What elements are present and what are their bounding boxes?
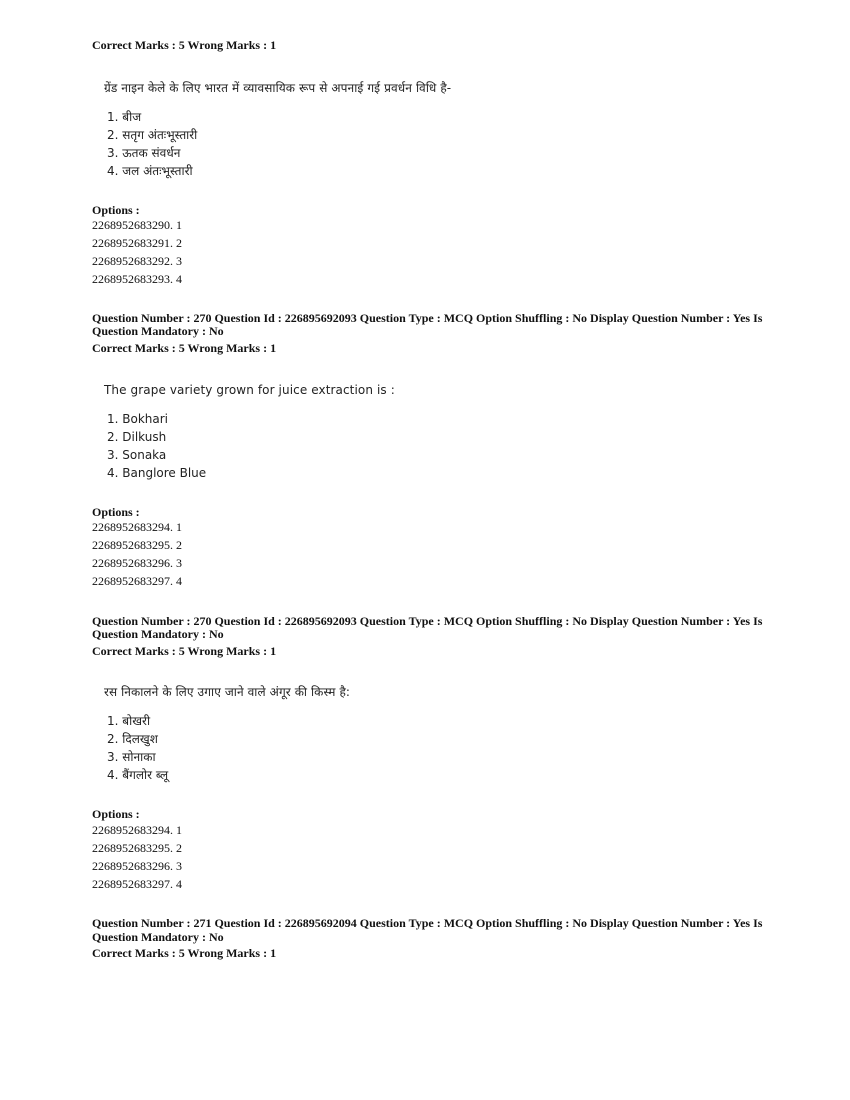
options-label: Options :	[92, 203, 140, 217]
option-item: 2268952683290. 1	[92, 218, 182, 232]
options-list	[92, 518, 182, 590]
choice-item: 4. बैंगलोर ब्लू	[107, 768, 169, 782]
choice-list	[107, 410, 206, 482]
question-mandatory: Question Mandatory : No	[92, 627, 224, 641]
marks-line: Correct Marks : 5 Wrong Marks : 1	[92, 644, 277, 658]
question-mandatory: Question Mandatory : No	[92, 930, 224, 944]
option-item: 2268952683296. 3	[92, 556, 182, 570]
question-header: Question Number : 270 Question Id : 226895692093 Question Type : MCQ Option Shuffling : No Display Question Number : Yes Is	[92, 614, 763, 628]
marks-line: Correct Marks : 5 Wrong Marks : 1	[92, 341, 277, 355]
choice-item: 2. Dilkush	[107, 430, 167, 444]
choice-item: 2. दिलखुश	[107, 732, 158, 746]
question-mandatory: Question Mandatory : No	[92, 324, 224, 338]
option-item: 2268952683292. 3	[92, 254, 182, 268]
question-text: रस निकालने के लिए उगाए जाने वाले अंगूर की किस्म है:	[104, 685, 351, 699]
option-item: 2268952683294. 1	[92, 520, 182, 534]
choice-item: 2. सतृग अंतःभूस्तारी	[107, 128, 198, 142]
option-item: 2268952683297. 4	[92, 877, 182, 891]
option-item: 2268952683291. 2	[92, 236, 182, 250]
marks-line: Correct Marks : 5 Wrong Marks : 1	[92, 946, 277, 960]
choice-item: 4. जल अंतःभूस्तारी	[107, 164, 193, 178]
option-item: 2268952683295. 2	[92, 538, 182, 552]
option-item: 2268952683294. 1	[92, 823, 182, 837]
option-item: 2268952683295. 2	[92, 841, 182, 855]
choice-item: 3. सोनाका	[107, 750, 156, 764]
options-label: Options :	[92, 807, 140, 821]
option-item: 2268952683293. 4	[92, 272, 182, 286]
marks-line: Correct Marks : 5 Wrong Marks : 1	[92, 38, 277, 52]
choice-item: 4. Banglore Blue	[107, 466, 207, 480]
options-list	[92, 216, 182, 288]
choice-item: 1. बीज	[107, 110, 142, 124]
choice-item: 1. बोखरी	[107, 714, 151, 728]
option-item: 2268952683297. 4	[92, 574, 182, 588]
question-text: ग्रेंड नाइन केले के लिए भारत में व्यावसायिक रूप से अपनाई गई प्रवर्धन विधि है-	[104, 81, 452, 95]
question-text: The grape variety grown for juice extraction is :	[104, 383, 395, 397]
options-list	[92, 821, 182, 893]
question-header: Question Number : 270 Question Id : 226895692093 Question Type : MCQ Option Shuffling : No Display Question Number : Yes Is	[92, 311, 763, 325]
question-header: Question Number : 271 Question Id : 226895692094 Question Type : MCQ Option Shuffling : No Display Question Number : Yes Is	[92, 916, 763, 930]
choice-item: 1. Bokhari	[107, 412, 169, 426]
choice-list	[107, 712, 168, 784]
option-item: 2268952683296. 3	[92, 859, 182, 873]
choice-item: 3. Sonaka	[107, 448, 167, 462]
choice-list	[107, 108, 197, 180]
choice-item: 3. ऊतक संवर्धन	[107, 146, 181, 160]
options-label: Options :	[92, 505, 140, 519]
